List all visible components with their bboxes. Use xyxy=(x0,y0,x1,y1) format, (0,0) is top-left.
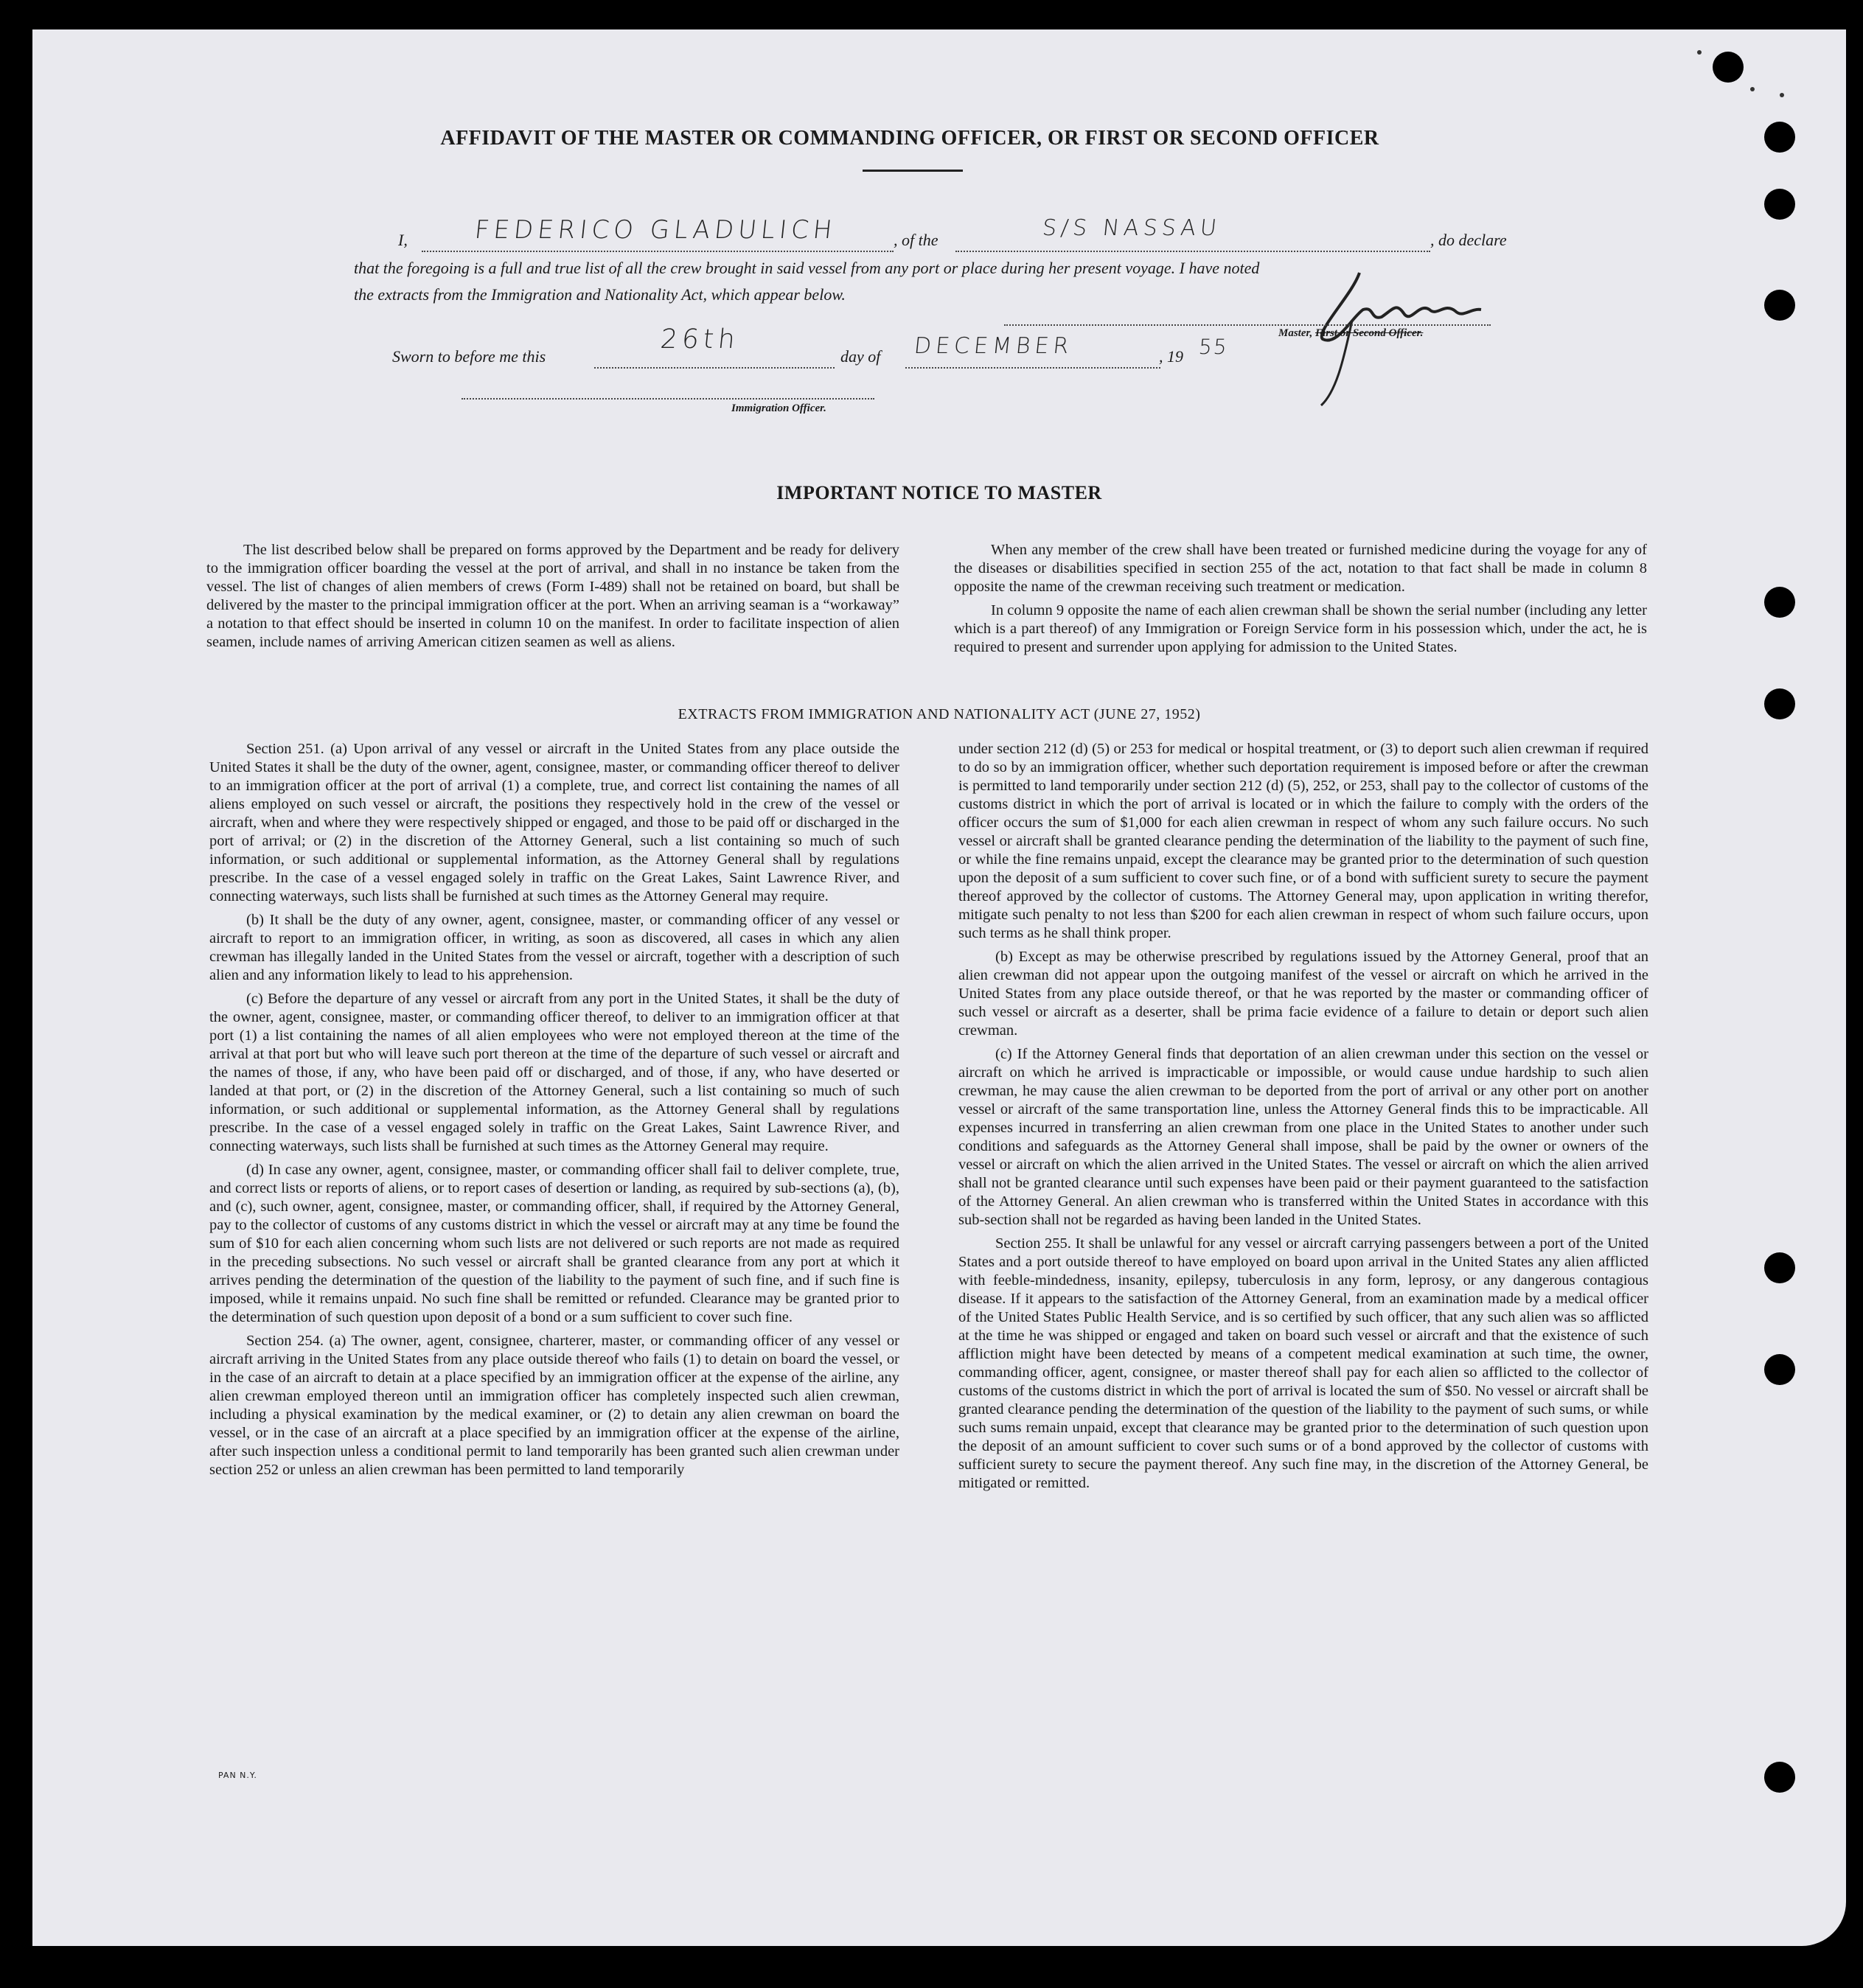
decl-of-the: , of the xyxy=(894,231,939,249)
sworn-day-of: day of xyxy=(840,347,881,366)
extract-paragraph: (b) Except as may be otherwise prescribed by regulations issued by the Attorney General, proof that an alien crewman did not appear upon the outgoing manifest of the vessel or aircraft on which he arrived in the United States from any place outside thereof, or that he was reported by the master or commanding officer of such vessel or aircraft as a deserter, shall be prima facie evidence of a failure to detain or deport such alien crewman. xyxy=(958,949,1648,1039)
day-handwritten: 26th xyxy=(658,324,741,355)
sworn-year-prefix: , 19 xyxy=(1159,347,1183,366)
printer-mark: PAN N.Y. xyxy=(218,1771,257,1780)
signature-caption-master: Master, xyxy=(1278,327,1313,339)
binder-hole xyxy=(1764,1762,1795,1793)
binder-hole xyxy=(1764,1252,1795,1283)
vessel-name-handwritten: S/S NASSAU xyxy=(1041,215,1222,241)
affidavit-title: AFFIDAVIT OF THE MASTER OR COMMANDING OFFICER, OR FIRST OR SECOND OFFICER xyxy=(440,127,1379,150)
sworn-prefix: Sworn to before me this xyxy=(392,347,546,366)
decl-prefix: I, xyxy=(398,231,408,249)
name-dotted-line xyxy=(422,251,894,252)
decl-line-2: that the foregoing is a full and true list of all the crew brought in said vessel from any port or place during her present voyage. I have noted xyxy=(354,259,1260,277)
extract-paragraph: (d) In case any owner, agent, consignee, master, or commanding officer shall fail to deliver complete, true, and correct lists or reports of aliens, or to report cases of desertion or landing, as required by sub-sections (a), (b), and (c), such owner, agent, consignee, master, or commanding officer, shall, if required by the Attorney General, pay to the collector of customs of any customs district in which the vessel or aircraft may at any time be found the sum of $10 for each alien concerning whom such lists are not delivered or such reports are not made as required in the preceding subsections. No such vessel or aircraft shall be granted clearance from any port at which it arrives pending the determination of the question of the liability to the payment of such fine, and if such fine is imposed, while it remains unpaid. No such fine shall be remitted or refunded. Clearance may be granted prior to the determination of such question upon deposit of a bond or a sum sufficient to cover such fine. xyxy=(209,1162,899,1325)
master-name-handwritten: FEDERICO GLADULICH xyxy=(473,215,838,245)
document-page xyxy=(32,29,1846,1946)
extract-paragraph: (b) It shall be the duty of any owner, agent, consignee, master, or commanding officer of any vessel or aircraft to report to an immigration officer, in writing, as soon as discovered, all cases in which any alien crewman has illegally landed in the United States from the vessel or aircraft, together with a description of such alien and any information likely to lead to his apprehension. xyxy=(209,912,899,983)
month-dotted-line xyxy=(905,367,1160,369)
binder-hole xyxy=(1764,189,1795,220)
signature-caption-struck: First or Second Officer. xyxy=(1315,327,1424,339)
speck xyxy=(1697,50,1702,55)
extracts-heading: EXTRACTS FROM IMMIGRATION AND NATIONALITY ACT (JUNE 27, 1952) xyxy=(678,706,1201,722)
extract-paragraph: Section 251. (a) Upon arrival of any vessel or aircraft in the United States from any place outside the United States it shall be the duty of the owner, agent, consignee, master, or commanding officer thereof to deliver to an immigration officer at the port of arrival (1) a complete, true, and correct list containing the names of all aliens employed on such vessel or aircraft, the positions they respectively hold in the crew of the vessel or aircraft, when and where they were respectively shipped or engaged, and those to be paid off or discharged in the port of arrival; or (2) in the discretion of the Attorney General, such a list containing so much of such information, or such additional or supplemental information, as the Attorney General shall by regulations prescribe. In the case of a vessel engaged solely in traffic on the Great Lakes, Saint Lawrence River, and connecting waterways, such lists shall be furnished at such times as the Attorney General may require. xyxy=(209,741,899,904)
notice-right-column xyxy=(954,541,1647,662)
extract-paragraph: Section 255. It shall be unlawful for any vessel or aircraft carrying passengers between a port of the United States and a port outside thereof to have employed on board upon arrival in the United States any alien afflicted with feeble-mindedness, insanity, epilepsy, tuberculosis in any form, leprosy, or any dangerous contagious disease. If it appears to the satisfaction of the Attorney General, from an examination made by a medical officer of the United States Public Health Service, and is so certified by such officer, that any such alien was so afflicted at the time he was shipped or engaged and taken on board such vessel or aircraft and that the existence of such affliction might have been detected by means of a competent medical examination at such time, the owner, commanding officer, agent, consignee, or master thereof shall pay for each alien so afflicted to the collector of customs of the customs district in which the port of arrival is located the sum of $50. No vessel or aircraft shall be granted clearance pending the determination of the question of the liability to the payment of such sums, or while such sums remain unpaid, except that clearance may be granted prior to the determination of such question upon the deposit of an amount sufficient to cover such sums or of a bond approved by the collector of customs with sufficient surety to secure the payment thereof. Any such fine may, in the discretion of the Attorney General, be mitigated or remitted. xyxy=(958,1235,1648,1491)
immigration-officer-line xyxy=(462,398,874,400)
title-rule xyxy=(863,170,963,172)
day-dotted-line xyxy=(594,367,835,369)
extract-paragraph: under section 212 (d) (5) or 253 for medical or hospital treatment, or (3) to deport such alien crewman if required to do so by an immigration officer, whether such deportation requirement is imposed before or after the crewman is permitted to land temporarily under section 212 (d) (5), 252, or 253, shall pay to the collector of customs of the customs district in which the port of arrival is located or in which the failure to comply with the orders of the officer occurs the sum of $1,000 for each alien crewman in respect of whom any such failure occurs. No such vessel or aircraft shall be granted clearance pending the determination of the liability to the payment of such fine, or while the fine remains unpaid, except the clearance may be granted prior to the determination of such question upon the deposit of a sum sufficient to cover such fine, or of a bond with sufficient surety to secure the payment thereof approved by the collector of customs. The Attorney General may, upon application in writing therefor, mitigate such penalty to not less than $200 for each alien crewman in respect of whom such failure occurs, upon such terms as he shall think proper. xyxy=(958,741,1648,941)
binder-hole xyxy=(1764,1354,1795,1385)
notice-right-paragraph-1: When any member of the crew shall have been treated or furnished medicine during the voyage for any of the diseases or disabilities specified in section 255 of the act, notation to that fact shall be made in column 8 opposite the name of the crewman receiving such treatment or medication. xyxy=(954,542,1647,595)
notice-right-paragraph-2: In column 9 opposite the name of each alien crewman shall be shown the serial number (including any letter which is a part thereof) of any Immigration or Foreign Service form in his possession which, under the act, he is required to present and surrender upon applying for admission to the United States. xyxy=(954,602,1647,655)
extract-paragraph: Section 254. (a) The owner, agent, consignee, charterer, master, or commanding officer of any vessel or aircraft arriving in the United States from any place outside thereof who fails (1) to detain on board the vessel, or in the case of an aircraft to detain at a place specified by an immigration officer at the expense of the airline, any alien crewman employed thereon until an immigration officer has completely inspected such alien crewman, including a physical examination by the medical examiner, or (2) to detain any alien crewman on board the vessel, or in the case of an aircraft at a place specified by an immigration officer at the expense of the airline, after such inspection unless a conditional permit to land temporarily has been granted such alien crewman under section 252 or unless an alien crewman has been permitted to land temporarily xyxy=(209,1333,899,1478)
notice-left-column xyxy=(206,541,899,657)
signature-caption xyxy=(1278,327,1423,340)
speck xyxy=(1780,93,1784,97)
notice-heading: IMPORTANT NOTICE TO MASTER xyxy=(776,482,1102,503)
binder-hole xyxy=(1764,587,1795,618)
decl-do-declare: , do declare xyxy=(1430,231,1507,249)
extracts-right-column xyxy=(958,740,1648,1498)
notice-left-paragraph: The list described below shall be prepared on forms approved by the Department and be ready for delivery to the immigration officer boarding the vessel at the port of arrival, and shall in no instance be taken from the vessel. The list of changes of alien members of crews (Form I-489) shall not be retained on board, but shall be delivered by the master to the principal immigration officer at the port. When an arriving seaman is a “workaway” a notation to that effect should be inserted in column 10 on the manifest. In order to facilitate inspection of alien seamen, include names of arriving American citizen seamen as well as aliens. xyxy=(206,542,899,650)
speck xyxy=(1750,87,1755,91)
year-handwritten: 55 xyxy=(1197,335,1230,359)
extract-paragraph: (c) Before the departure of any vessel or aircraft from any port in the United States, it shall be the duty of the owner, agent, consignee, master, or commanding officer thereof, to deliver to an immigration officer at that port (1) a list containing the names of all alien employees who were not employed thereon at the time of the arrival at that port but who will leave such port thereon at the time of the departure of such vessel or aircraft and the names of those, if any, who have been paid off or discharged, and of those, if any, who have deserted or landed at that port, or (2) in the discretion of the Attorney General, such a list containing so much of such information, or such additional or supplemental information, as the Attorney General shall by regulations prescribe. In the case of a vessel engaged solely in traffic on the Great Lakes, Saint Lawrence River, and connecting waterways, such lists shall be furnished at such times as the Attorney General may require. xyxy=(209,991,899,1154)
extract-paragraph: (c) If the Attorney General finds that deportation of an alien crewman under this section on the vessel or aircraft on which he arrived is impracticable or impossible, or would cause undue hardship to such alien crewman, he may cause the alien crewman to be deported from the port of arrival or any other port on another vessel or aircraft of the same transportation line, unless the Attorney General finds this to be impracticable. All expenses incurred in transferring an alien crewman from one place in the United States to another under such conditions and safeguards as the Attorney General shall impose, shall be paid by the owner or owners of the vessel or aircraft on which the alien arrived in the United States. The vessel or aircraft on which the alien arrived shall not be granted clearance until such expenses have been paid or their payment guaranteed to the satisfaction of the Attorney General. An alien crewman who is transferred within the United States in accordance with this sub-section shall not be regarded as having been landed in the United States. xyxy=(958,1046,1648,1228)
month-handwritten: DECEMBER xyxy=(913,333,1075,359)
decl-line-3: the extracts from the Immigration and Nationality Act, which appear below. xyxy=(354,285,846,304)
binder-hole xyxy=(1713,52,1744,83)
signature-dotted-line xyxy=(1004,324,1491,326)
extracts-left-column xyxy=(209,740,899,1485)
immigration-officer-caption: Immigration Officer. xyxy=(731,402,826,414)
binder-hole xyxy=(1764,290,1795,321)
